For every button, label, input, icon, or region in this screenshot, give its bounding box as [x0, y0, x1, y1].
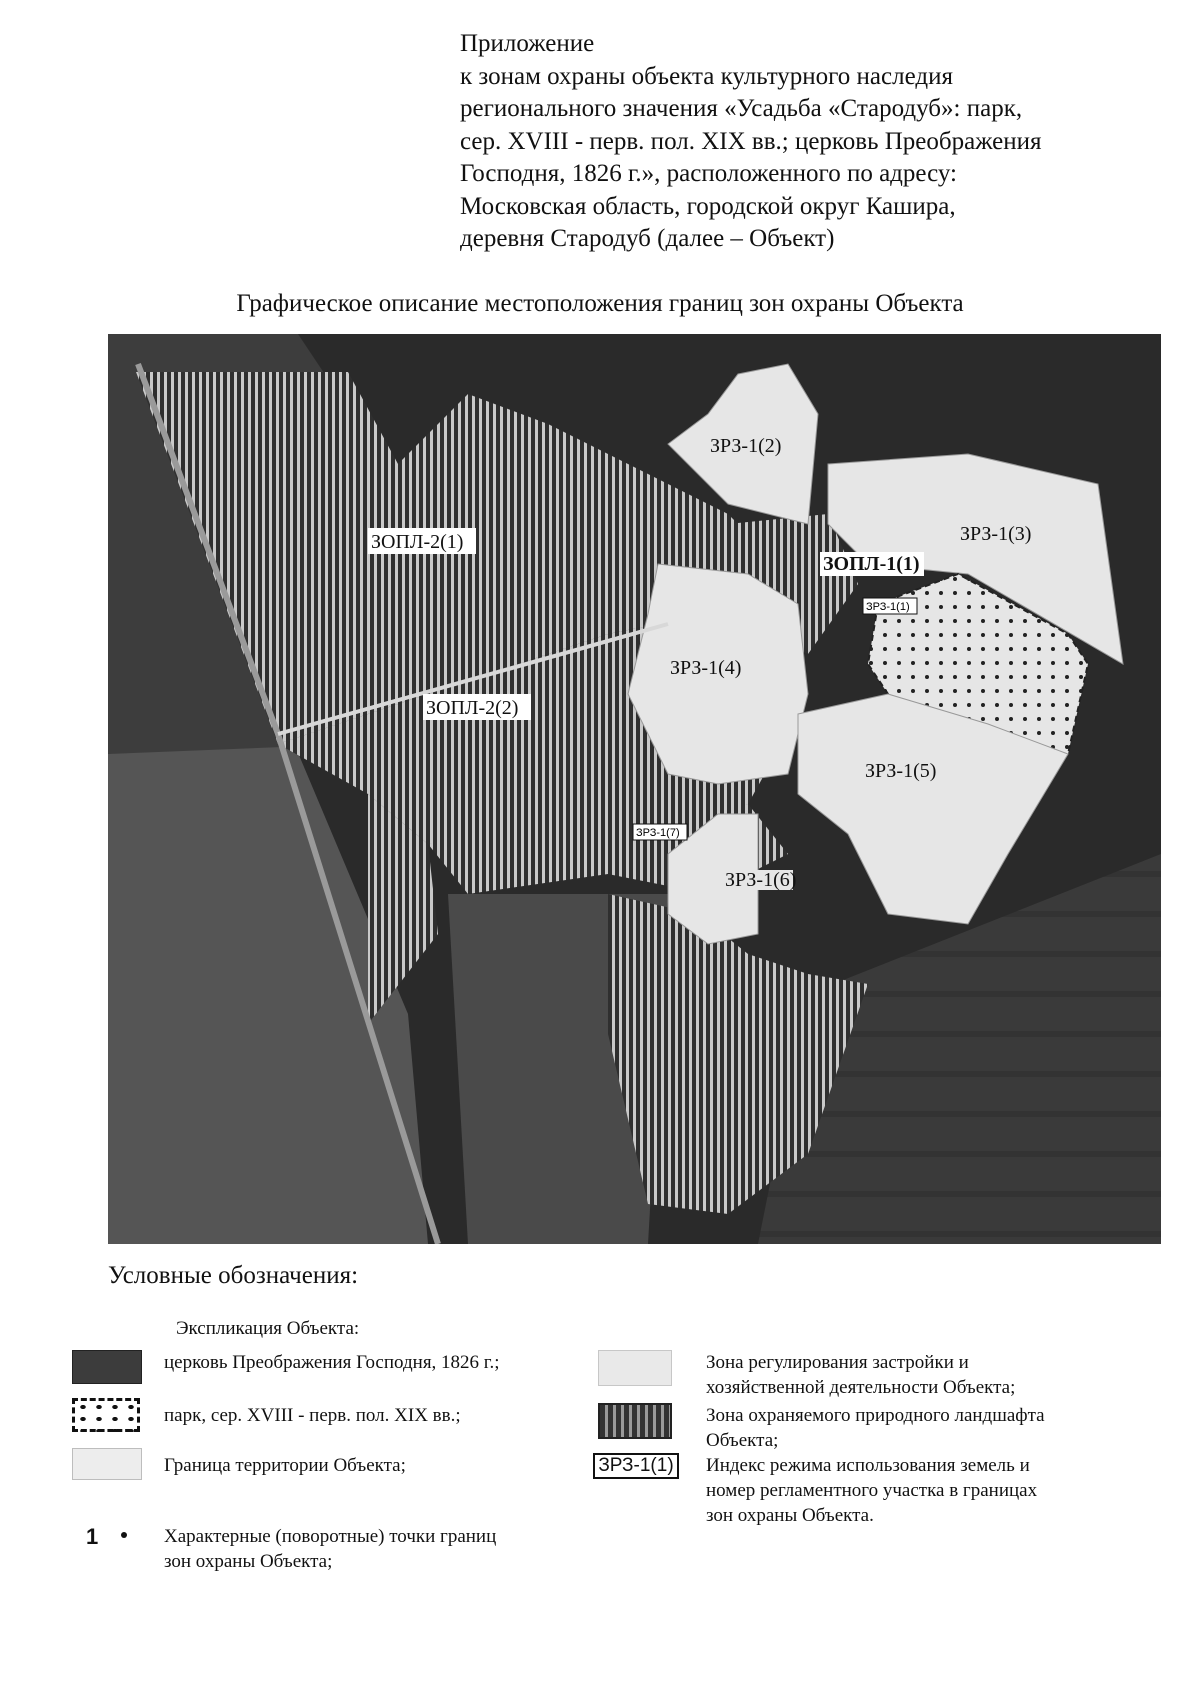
header-line: деревня Стародуб (далее – Объект) — [460, 225, 835, 252]
header-line: сер. XVIII - перв. пол. XIX вв.; церковь Преображения — [460, 127, 1042, 155]
regulation-zone-legend-text — [706, 1350, 1015, 1400]
index-desc-line: зон охраны Объекта. — [706, 1505, 874, 1526]
explication-title: Экспликация Объекта: — [176, 1318, 360, 1339]
zone-label-zrz-1-2 — [708, 434, 786, 458]
boundary-legend-text: Граница территории Объекта; — [164, 1455, 406, 1476]
zone-label-zrz-1-7 — [633, 824, 687, 840]
svg-text:ЗРЗ-1(4): ЗРЗ-1(4) — [670, 657, 742, 679]
zone-label-zrz-1-6 — [723, 869, 796, 891]
zone-label-zopl-1-1 — [820, 552, 924, 576]
zone-label-zopl-2-2 — [423, 694, 531, 720]
svg-text:ЗОПЛ-2(1): ЗОПЛ-2(1) — [371, 531, 464, 553]
index-sample-box: ЗРЗ-1(1) — [593, 1453, 679, 1479]
point-sample-dot — [121, 1532, 127, 1538]
map-frame[interactable] — [108, 334, 1161, 1244]
boundary-swatch — [72, 1448, 142, 1480]
appendix-header — [460, 28, 1160, 256]
header-line: Господня, 1826 г.», расположенного по адресу: — [460, 160, 957, 187]
svg-text:ЗРЗ-1(3): ЗРЗ-1(3) — [960, 523, 1032, 545]
landscape-zone-swatch — [598, 1403, 672, 1439]
park-swatch — [72, 1398, 140, 1432]
svg-text:ЗРЗ-1(6): ЗРЗ-1(6) — [725, 869, 797, 891]
svg-text:ЗРЗ-1(1): ЗРЗ-1(1) — [866, 601, 910, 613]
header-line: к зонам охраны объекта культурного наследия — [460, 62, 953, 90]
points-desc-line: зон охраны Объекта; — [164, 1551, 333, 1572]
legend-title: Условные обозначения: — [108, 1262, 359, 1289]
svg-text:ЗОПЛ-1(1): ЗОПЛ-1(1) — [823, 553, 920, 575]
point-sample-number: 1 — [86, 1524, 99, 1549]
svg-text:ЗОПЛ-2(2): ЗОПЛ-2(2) — [426, 697, 519, 719]
regulation-zone-line: Зона регулирования застройки и — [706, 1352, 969, 1373]
header-line: Московская область, городской округ Кашира, — [460, 192, 956, 220]
header-line: регионального значения «Усадьба «Стародуб»: парк, — [460, 95, 1023, 122]
zone-label-zrz-1-1 — [863, 598, 917, 614]
index-desc-line: Индекс режима использования земель и — [706, 1455, 1030, 1476]
svg-text:ЗРЗ-1(2): ЗРЗ-1(2) — [710, 435, 782, 457]
church-legend-text: церковь Преображения Господня, 1826 г.; — [164, 1352, 500, 1373]
points-desc-line: Характерные (поворотные) точки границ — [164, 1526, 497, 1547]
landscape-zone-line: Зона охраняемого природного ландшафта — [706, 1405, 1045, 1426]
zone-label-zrz-1-3 — [958, 522, 1038, 546]
zone-label-zrz-1-5 — [863, 759, 945, 783]
index-desc-line: номер регламентного участка в границах — [706, 1480, 1038, 1501]
zone-label-zopl-2-1 — [368, 528, 476, 554]
church-swatch — [72, 1350, 142, 1384]
landscape-zone-line: Объекта; — [706, 1430, 779, 1451]
zone-map[interactable] — [108, 334, 1161, 1244]
regulation-zone-swatch — [598, 1350, 672, 1386]
park-legend-text: парк, сер. XVIII - перв. пол. XIX вв.; — [164, 1405, 461, 1426]
header-line: Приложение — [460, 30, 595, 57]
index-legend-text — [706, 1453, 1037, 1528]
map-title: Графическое описание местоположения границ зон охраны Объекта — [236, 290, 964, 317]
regulation-zone-line: хозяйственной деятельности Объекта; — [706, 1377, 1016, 1398]
svg-text:ЗРЗ-1(5): ЗРЗ-1(5) — [865, 760, 937, 782]
zone-label-zrz-1-4 — [668, 656, 750, 680]
points-legend-text — [164, 1524, 496, 1574]
svg-text:ЗРЗ-1(7): ЗРЗ-1(7) — [636, 827, 680, 839]
landscape-zone-legend-text — [706, 1403, 1045, 1453]
